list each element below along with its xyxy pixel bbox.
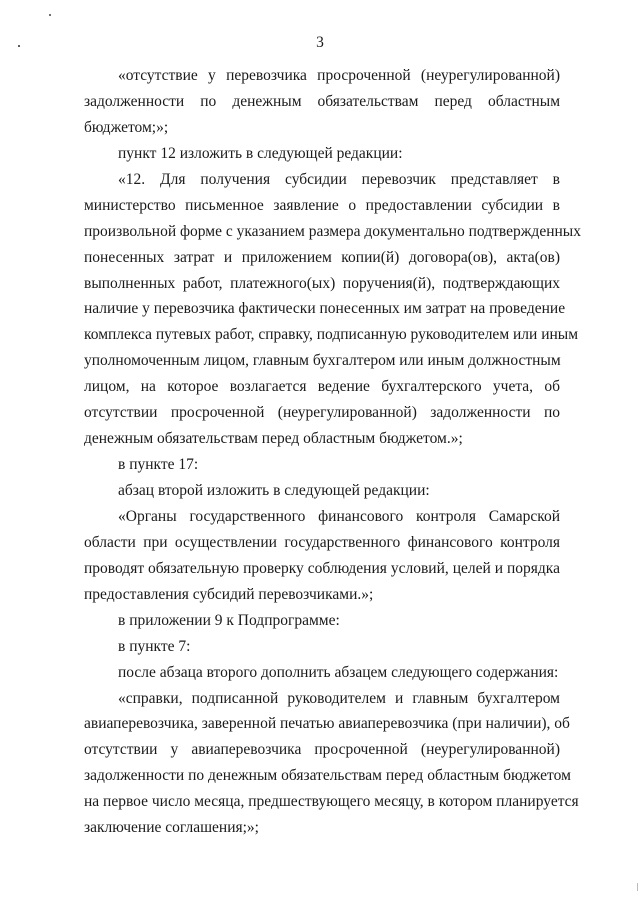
text-line: предоставления субсидий перевозчиками.»; [84, 585, 374, 603]
text-line: в пункте 17: [118, 456, 199, 474]
text-line: в приложении 9 к Подпрограмме: [118, 611, 340, 629]
text-line: «12. Для получения субсидии перевозчик представляет в [118, 170, 560, 188]
document-body [84, 63, 581, 841]
text-line: «Органы государственного финансового контроля Самарской [118, 507, 560, 525]
text-line: выполненных работ, платежного(ых) поручения(й), подтверждающих [84, 274, 560, 292]
text-line: понесенных затрат и приложением копии(й) договора(ов), акта(ов) [84, 248, 560, 266]
scan-edge-mark [637, 883, 638, 891]
text-line: задолженности по денежным обязательствам перед областным [84, 92, 560, 110]
text-line: министерство письменное заявление о предоставлении субсидии в [84, 196, 560, 214]
text-line: проводят обязательную проверку соблюдения условий, целей и порядка [84, 559, 560, 577]
text-line: на первое число месяца, предшествующего месяцу, в котором планируется [84, 793, 579, 811]
text-line: комплекса путевых работ, справку, подписанную руководителем или иным [84, 326, 579, 344]
text-line: области при осуществлении государственного финансового контроля [84, 533, 560, 551]
text-line: «справки, подписанной руководителем и главным бухгалтером [118, 689, 560, 707]
page-number: 3 [316, 34, 324, 51]
text-line: уполномоченным лицом, главным бухгалтером или иным должностным [84, 352, 561, 370]
text-line: авиаперевозчика, заверенной печатью авиаперевозчика (при наличии), об [84, 715, 570, 733]
text-line: отсутствии у авиаперевозчика просроченной (неурегулированной) [84, 741, 560, 759]
text-line: «отсутствие у перевозчика просроченной (неурегулированной) [118, 67, 560, 84]
text-line: задолженности по денежным обязательствам перед областным бюджетом [84, 767, 571, 785]
text-line: отсутствии просроченной (неурегулированной) задолженности по [84, 404, 560, 422]
text-line: пункт 12 изложить в следующей редакции: [118, 144, 403, 162]
text-line: заключение соглашения;»; [84, 819, 259, 837]
text-line: абзац второй изложить в следующей редакции: [118, 482, 430, 499]
text-line: лицом, на которое возлагается ведение бухгалтерского учета, об [84, 378, 560, 396]
text-line: бюджетом;»; [84, 118, 169, 136]
scan-speck [49, 14, 51, 16]
text-line: денежным обязательствам перед областным бюджетом.»; [84, 430, 463, 448]
text-line: в пункте 7: [118, 637, 191, 655]
text-line: произвольной форме с указанием размера документально подтвержденных [84, 222, 581, 240]
text-line: после абзаца второго дополнить абзацем следующего содержания: [118, 663, 559, 681]
text-line: наличие у перевозчика фактически понесенных им затрат на проведение [84, 300, 566, 318]
